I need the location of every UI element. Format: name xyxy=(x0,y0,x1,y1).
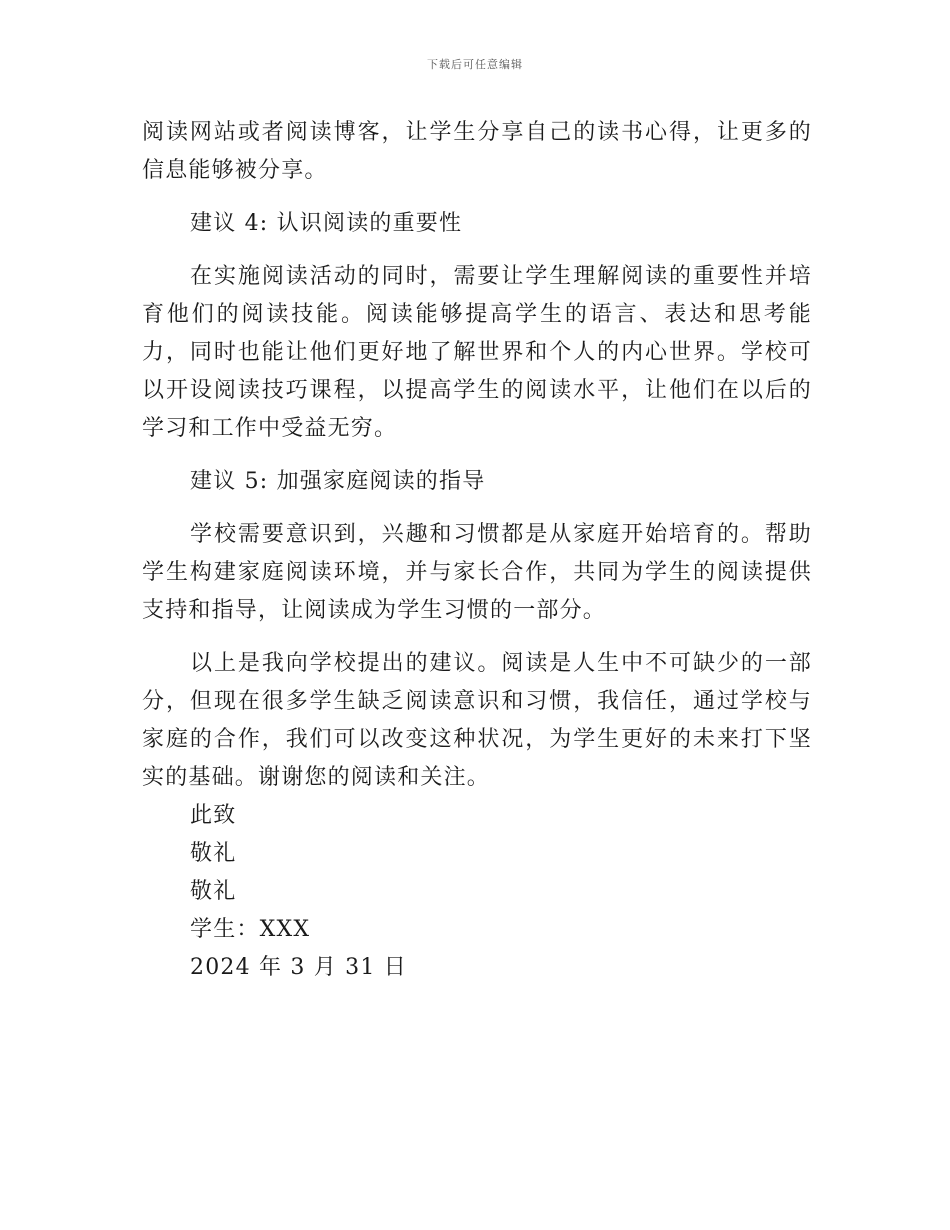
date-line: 2024 年 3 月 31 日 xyxy=(190,955,407,980)
page-header: 下载后可任意编辑 xyxy=(427,58,523,71)
paragraph-continued: 阅读网站或者阅读博客，让学生分享自己的读书心得，让更多的信息能够被分享。 xyxy=(142,120,812,183)
conclusion-paragraph: 以上是我向学校提出的建议。阅读是人生中不可缺少的一部分，但现在很多学生缺乏阅读意识和习惯，我信任，通过学校与家庭的合作，我们可以改变这种状况，为学生更好的未来打下坚实的基础。谢谢您的阅读和关注。 xyxy=(142,651,812,790)
closing-line-cizhi: 此致 xyxy=(190,803,237,828)
signature-line: 学生：XXX xyxy=(190,917,311,942)
closing-line-jingli: 敬礼 xyxy=(190,841,237,866)
closing-line-jingli-repeat: 敬礼 xyxy=(190,879,237,904)
suggestion-4-heading: 建议 4: 认识阅读的重要性 xyxy=(190,211,463,236)
suggestion-5-body: 学校需要意识到，兴趣和习惯都是从家庭开始培育的。帮助学生构建家庭阅读环境，并与家长合作，共同为学生的阅读提供支持和指导，让阅读成为学生习惯的一部分。 xyxy=(142,522,812,623)
suggestion-5-heading: 建议 5: 加强家庭阅读的指导 xyxy=(190,469,486,494)
suggestion-4-body: 在实施阅读活动的同时，需要让学生理解阅读的重要性并培育他们的阅读技能。阅读能够提高学生的语言、表达和思考能力，同时也能让他们更好地了解世界和个人的内心世界。学校可以开设阅读技巧课程，以提高学生的阅读水平，让他们在以后的学习和工作中受益无穷。 xyxy=(142,264,812,441)
document-body xyxy=(142,114,812,987)
